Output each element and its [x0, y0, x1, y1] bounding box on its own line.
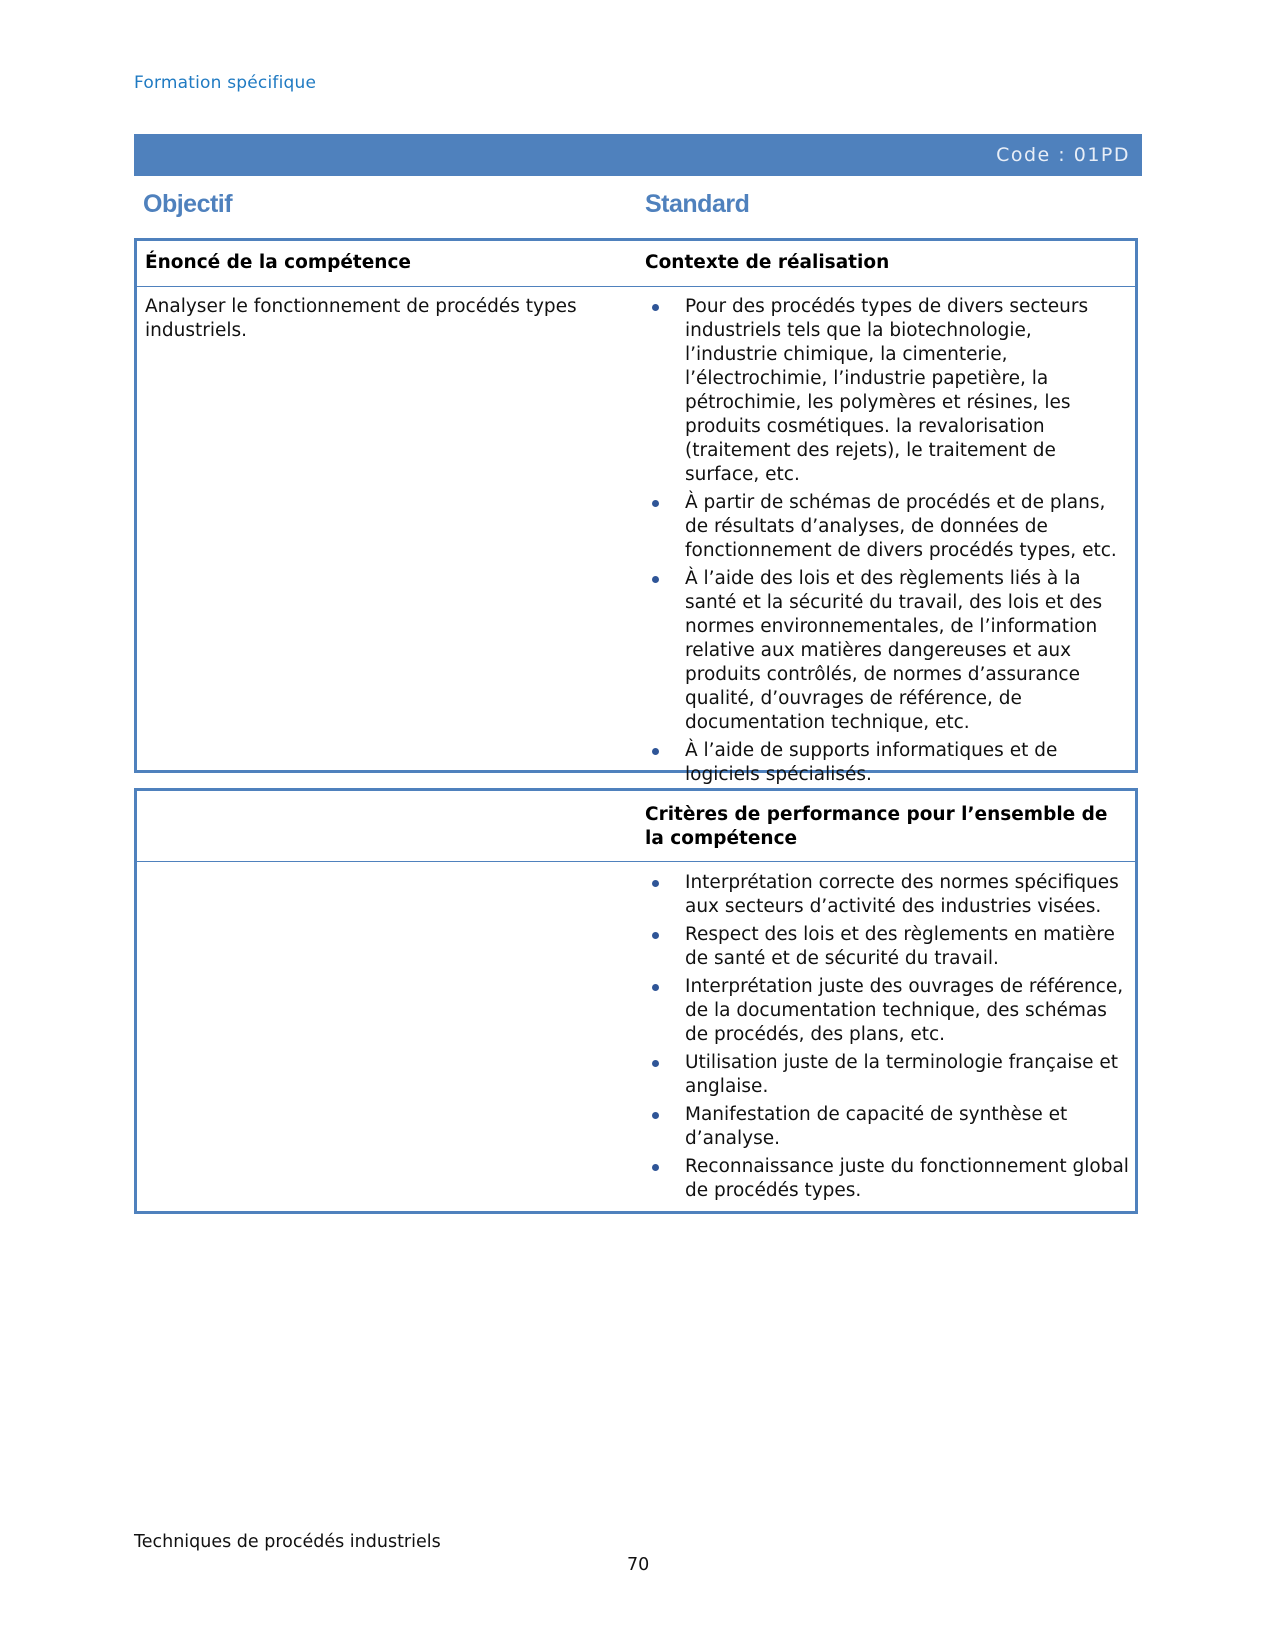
list-item	[645, 871, 1130, 919]
competency-code: Code : 01PD	[996, 144, 1130, 166]
criteria-title: Critères de performance pour l’ensemble de la compétence	[645, 804, 1108, 849]
table-header-row	[137, 791, 1135, 862]
list-item-text: À l’aide de supports informatiques et de logiciels spécialisés.	[685, 740, 1058, 785]
bullet-icon	[652, 500, 659, 507]
code-banner	[134, 134, 1142, 176]
running-header: Formation spécifique	[134, 73, 317, 93]
context-title: Contexte de réalisation	[645, 252, 890, 273]
bullet-icon	[652, 1112, 659, 1119]
competence-statement: Analyser le fonctionnement de procédés types industriels.	[145, 296, 577, 341]
bullet-icon	[652, 880, 659, 887]
list-item-text: Utilisation juste de la terminologie française et anglaise.	[685, 1052, 1118, 1097]
list-item-text: Interprétation correcte des normes spécifiques aux secteurs d’activité des industries visées.	[685, 872, 1119, 917]
list-item-text: Pour des procédés types de divers secteurs industriels tels que la biotechnologie, l’industrie chimique, la cimenterie, l’électrochimie, l’industrie papetière, la pétrochimie, les polymères et résines, les produits cosmétiques. la revalorisation (traitement des rejets), le traitement de surface, etc.	[685, 296, 1089, 485]
list-item	[645, 1051, 1130, 1099]
bullet-icon	[652, 932, 659, 939]
context-list	[645, 295, 1130, 791]
bullet-icon	[652, 576, 659, 583]
standard-heading: Standard	[645, 190, 750, 218]
list-item	[645, 923, 1130, 971]
list-item-text: À l’aide des lois et des règlements liés à la santé et la sécurité du travail, des lois et des normes environnementales, de l’information relative aux matières dangereuses et aux produits contrôlés, de normes d’assurance qualité, d’ouvrages de référence, de documentation technique, etc.	[685, 568, 1103, 733]
list-item	[645, 491, 1130, 563]
objective-heading: Objectif	[143, 190, 233, 218]
list-item	[645, 739, 1130, 787]
list-item	[645, 1103, 1130, 1151]
bullet-icon	[652, 1164, 659, 1171]
list-item	[645, 567, 1130, 735]
list-item	[645, 975, 1130, 1047]
list-item-text: Respect des lois et des règlements en matière de santé et de sécurité du travail.	[685, 924, 1115, 969]
list-item	[645, 1155, 1130, 1203]
bullet-icon	[652, 984, 659, 991]
footer-document-title: Techniques de procédés industriels	[134, 1532, 441, 1552]
list-item	[645, 295, 1130, 487]
list-item-text: À partir de schémas de procédés et de plans, de résultats d’analyses, de données de fonctionnement de divers procédés types, etc.	[685, 492, 1117, 561]
bullet-icon	[652, 1060, 659, 1067]
criteria-list	[645, 871, 1130, 1207]
list-item-text: Manifestation de capacité de synthèse et d’analyse.	[685, 1104, 1068, 1149]
page-number: 70	[627, 1555, 650, 1575]
bullet-icon	[652, 748, 659, 755]
list-item-text: Reconnaissance juste du fonctionnement global de procédés types.	[685, 1156, 1129, 1201]
competence-statement-title: Énoncé de la compétence	[145, 252, 411, 273]
competence-table	[134, 238, 1138, 785]
bullet-icon	[652, 304, 659, 311]
table-header-row	[137, 241, 1135, 287]
criteria-table	[134, 788, 1138, 1214]
list-item-text: Interprétation juste des ouvrages de référence, de la documentation technique, des schémas de procédés, des plans, etc.	[685, 976, 1124, 1045]
